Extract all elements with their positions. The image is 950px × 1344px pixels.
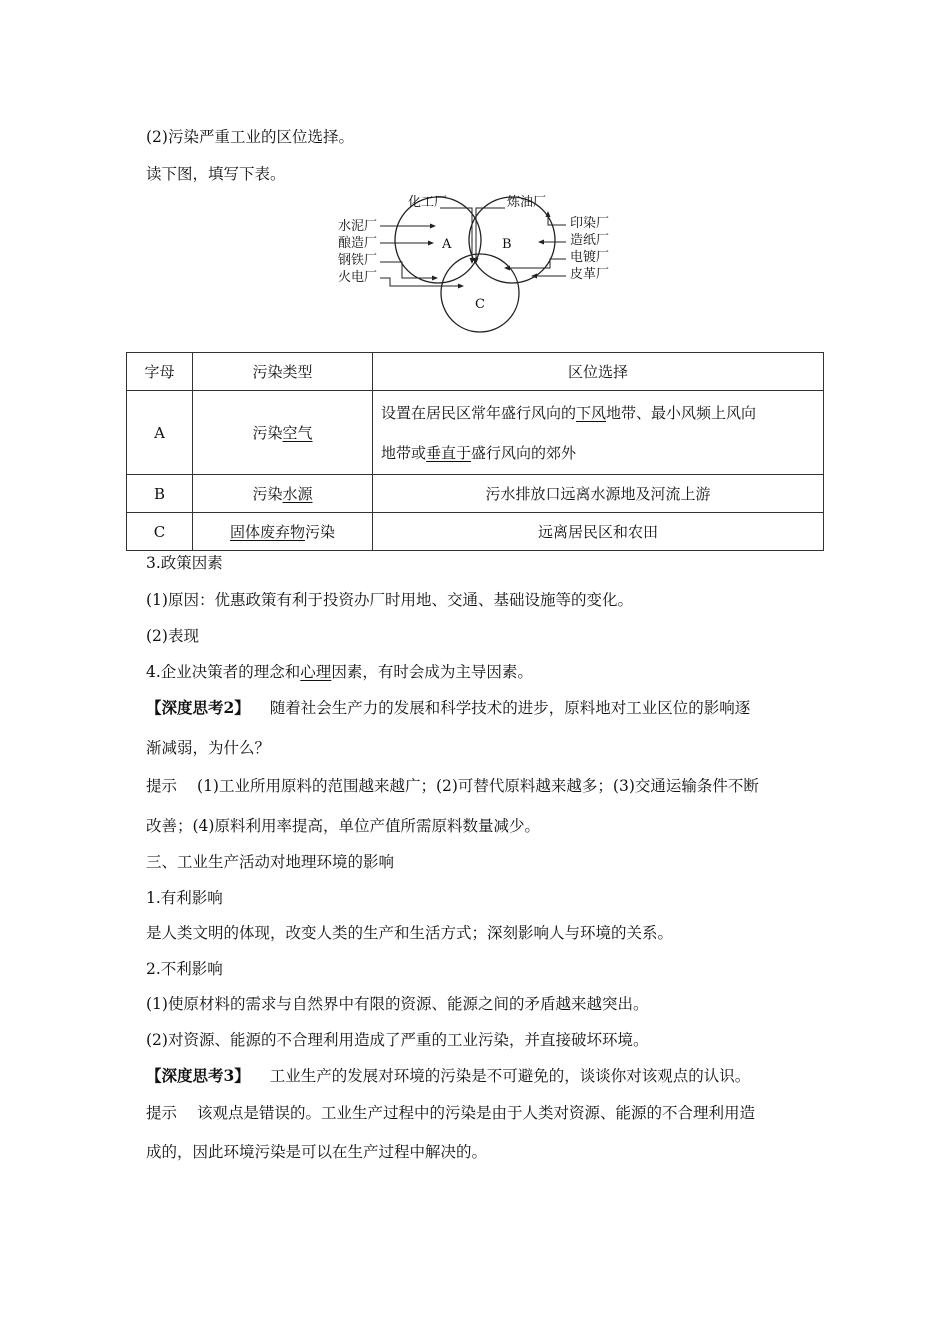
- table-row: [127, 513, 824, 551]
- think3-question: 【深度思考3】 工业生产的发展对环境的污染是不可避免的，谈谈你对该观点的认识。: [146, 1066, 751, 1085]
- header-type: 污染类型: [193, 353, 373, 391]
- positive-title: 1.有利影响: [146, 889, 223, 907]
- circle-a-label: A: [442, 237, 452, 252]
- think3-answer-line2: 成的，因此环境污染是可以在生产过程中解决的。: [146, 1143, 488, 1161]
- row-type: 污染空气: [193, 391, 373, 475]
- think2-answer-line1: 提示 (1)工业所用原料的范围越来越广；(2)可替代原料越来越多；(3)交通运输条件不断: [146, 777, 759, 795]
- header-location: 区位选择: [373, 353, 824, 391]
- policy-title: 3.政策因素: [146, 554, 223, 572]
- table-row: [127, 391, 824, 475]
- label-thermal-plant: 火电厂: [338, 270, 378, 285]
- table-row: [127, 475, 824, 513]
- row-letter: B: [127, 475, 193, 513]
- label-brewery: 酿造厂: [338, 236, 378, 251]
- label-leather-plant: 皮革厂: [570, 267, 610, 282]
- row-location: 设置在居民区常年盛行风向的下风地带、最小风频上风向 地带或垂直于盛行风向的郊外: [373, 391, 824, 475]
- answer-blank: 下风: [576, 403, 607, 422]
- label-cement-plant: 水泥厂: [338, 219, 378, 234]
- circle-c: [441, 254, 519, 332]
- table-header-row: [127, 353, 824, 391]
- think3-answer-line1: 提示 该观点是错误的。工业生产过程中的污染是由于人类对资源、能源的不合理利用造: [146, 1104, 756, 1122]
- pollution-venn-diagram: [330, 190, 620, 340]
- think2-answer-line2: 改善；(4)原料利用率提高，单位产值所需原料数量减少。: [146, 817, 540, 835]
- negative-point-1: (1)使原材料的需求与自然界中有限的资源、能源之间的矛盾越来越突出。: [146, 995, 649, 1013]
- circle-b-label: B: [502, 237, 512, 252]
- negative-title: 2.不利影响: [146, 960, 223, 978]
- label-steel-plant: 钢铁厂: [338, 253, 378, 268]
- section-heading: (2)污染严重工业的区位选择。: [146, 128, 354, 146]
- pollution-table: [126, 352, 824, 551]
- instruction-text: 读下图，填写下表。: [146, 165, 286, 183]
- label-chemical-plant: 化工厂: [408, 195, 448, 210]
- policy-show: (2)表现: [146, 627, 199, 645]
- think3-label: 【深度思考3】: [146, 1066, 250, 1085]
- row-type: 固体废弃物污染: [193, 513, 373, 551]
- row-location: 远离居民区和农田: [373, 513, 824, 551]
- answer-blank: 心理: [300, 663, 332, 681]
- row-letter: A: [127, 391, 193, 475]
- answer-blank: 水源: [282, 485, 313, 503]
- think2-question-line1: 【深度思考2】 随着社会生产力的发展和科学技术的进步，原料地对工业区位的影响逐: [146, 698, 751, 717]
- circle-c-label: C: [475, 297, 485, 312]
- hint-label: 提示: [146, 1104, 178, 1122]
- part3-title: 三、工业生产活动对地理环境的影响: [146, 853, 395, 871]
- label-plating-plant: 电镀厂: [570, 250, 610, 265]
- think2-label: 【深度思考2】: [146, 698, 250, 717]
- policy-reason: (1)原因：优惠政策有利于投资办厂时用地、交通、基础设施等的变化。: [146, 591, 633, 609]
- answer-blank: 垂直于: [426, 443, 472, 462]
- hint-label: 提示: [146, 777, 178, 795]
- answer-blank: 空气: [282, 424, 313, 442]
- label-refinery: 炼油厂: [507, 195, 547, 210]
- label-paper-mill: 造纸厂: [570, 233, 610, 248]
- row-location: 污水排放口远离水源地及河流上游: [373, 475, 824, 513]
- answer-blank: 固体废弃物: [229, 523, 305, 541]
- row-letter: C: [127, 513, 193, 551]
- think2-question-line2: 渐减弱，为什么？: [146, 739, 271, 757]
- positive-text: 是人类文明的体现，改变人类的生产和生活方式；深刻影响人与环境的关系。: [146, 924, 674, 942]
- header-letter: 字母: [127, 353, 193, 391]
- row-type: 污染水源: [193, 475, 373, 513]
- negative-point-2: (2)对资源、能源的不合理利用造成了严重的工业污染，并直接破坏环境。: [146, 1031, 649, 1049]
- label-dyeing-plant: 印染厂: [570, 216, 610, 231]
- decision-factor: 4.企业决策者的理念和心理因素，有时会成为主导因素。: [146, 663, 533, 681]
